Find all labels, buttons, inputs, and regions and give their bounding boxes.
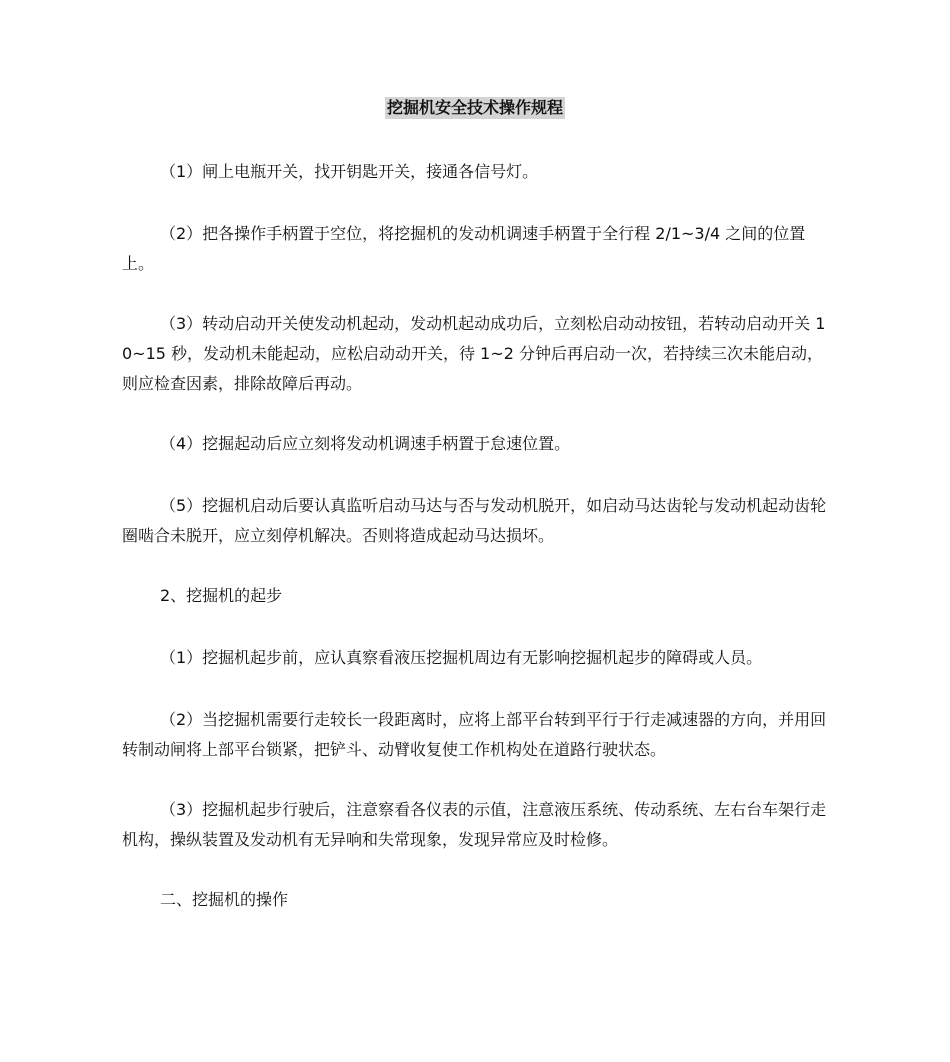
- paragraph-step-5: （5）挖掘机启动后要认真监听启动马达与否与发动机脱开，如启动马达齿轮与发动机起动齿轮圈啮合未脱开，应立刻停机解决。否则将造成起动马达损坏。: [122, 496, 827, 545]
- document-title: 挖掘机安全技术操作规程: [386, 98, 563, 117]
- paragraph-step-1: （1）闸上电瓶开关，找开钥匙开关，接通各信号灯。: [160, 162, 539, 181]
- paragraph-step-2: （2）把各操作手柄置于空位，将挖掘机的发动机调速手柄置于全行程 2/1~3/4 之间的位置上。: [122, 224, 806, 273]
- paragraph-step-3: （3）转动启动开关使发动机起动，发动机起动成功后，立刻松启动动按钮，若转动启动开关 10~15 秒，发动机未能起动，应松启动动开关，待 1~2 分钟后再启动一次，若持续三次未能启动，则应检查因素，排除故障后再动。: [122, 314, 826, 393]
- title-container: [0, 97, 950, 119]
- paragraph-start-1: （1）挖掘机起步前，应认真察看液压挖掘机周边有无影响挖掘机起步的障碍或人员。: [160, 648, 763, 667]
- paragraph-start-3: （3）挖掘机起步行驶后，注意察看各仪表的示值，注意液压系统、传动系统、左右台车架行走机构，操纵装置及发动机有无异响和失常现象，发现异常应及时检修。: [122, 800, 827, 849]
- paragraph-step-4: （4）挖掘起动后应立刻将发动机调速手柄置于怠速位置。: [160, 434, 571, 453]
- paragraph-start-2: （2）当挖掘机需要行走较长一段距离时，应将上部平台转到平行于行走减速器的方向，并用回转制动闸将上部平台锁紧，把铲斗、动臂收复使工作机构处在道路行驶状态。: [122, 710, 827, 759]
- section-heading-startup: 2、挖掘机的起步: [160, 586, 283, 605]
- section-heading-operation: 二、挖掘机的操作: [160, 890, 289, 909]
